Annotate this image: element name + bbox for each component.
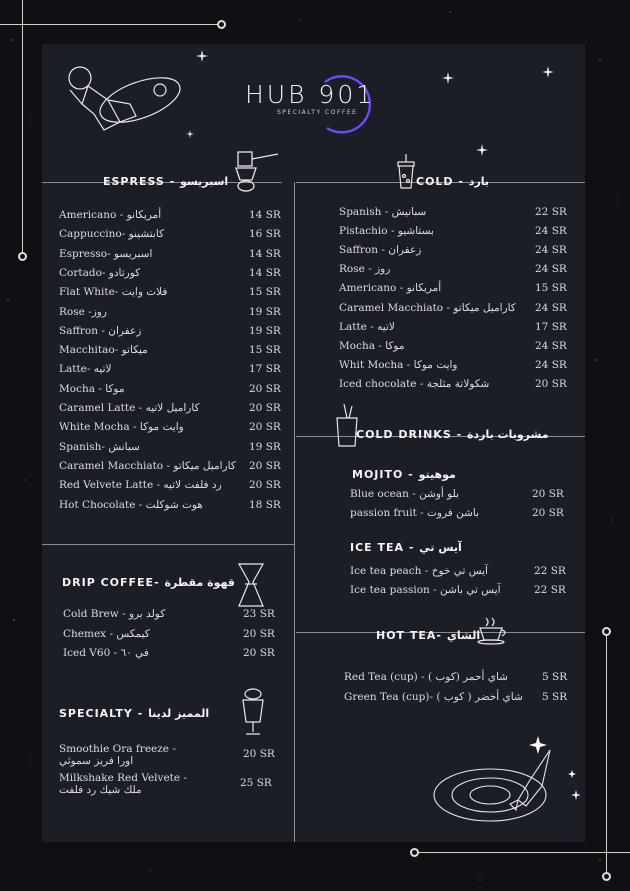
item-price: 22 SR (534, 584, 566, 596)
item-price: 16 SR (249, 228, 281, 241)
tea-cup-icon (476, 616, 510, 646)
cold-item-name: Saffron - زعفران (339, 244, 422, 257)
item-price: 17 SR (535, 320, 567, 333)
espresso-item-name: Macchitao- ميكاتو (59, 344, 148, 357)
cold-drinks-section-title: COLD DRINKS - مشروبات باردة (356, 428, 549, 441)
item-price: 24 SR (535, 301, 567, 314)
item-price: 22 SR (535, 206, 567, 218)
mojito-item-name: Blue ocean - بلو أوشن (350, 488, 460, 500)
item-price: 23 SR (243, 608, 275, 620)
cold-item-name: Iced chocolate - شكولاتة مثلجة (339, 377, 490, 390)
logo-title: HUB 901 (245, 80, 376, 109)
chemex-icon (236, 562, 266, 608)
item-price: 20 SR (249, 459, 281, 472)
drip-coffee-section-title: DRIP COFFEE- قهوة مقطرة (62, 576, 235, 589)
espresso-section-title: ESPRESS - اسبريسو (103, 175, 229, 188)
ice-tea-item-name: Ice tea passion - آيس تي باشن (350, 584, 501, 596)
item-price: 14 SR (249, 266, 281, 279)
cold-item-name: Caramel Macchiato - كاراميل ميكاتو (339, 301, 516, 314)
left-mid-rule (42, 544, 294, 545)
sparkle-icon (542, 66, 554, 78)
item-price: 14 SR (249, 209, 281, 221)
cold-section-title: COLD - بارد (416, 175, 490, 188)
right-vertical-rule (606, 632, 607, 877)
cold-item-name: Latte - لاتيه (339, 320, 395, 333)
right-rule-bottom-dot (602, 872, 611, 881)
item-price: 20 SR (532, 488, 564, 500)
item-price: 19 SR (249, 305, 281, 318)
item-price: 17 SR (249, 363, 281, 376)
iced-drink-cup-icon (396, 154, 416, 190)
top-rule-dot (217, 20, 226, 29)
espresso-item-name: Mocha - موكا (59, 382, 125, 395)
item-price: 19 SR (249, 440, 281, 453)
ice-tea-section-title: ICE TEA - آيس تي (350, 541, 462, 554)
cold-item-name: Mocha - موكا (339, 339, 405, 352)
espresso-item-name: White Mocha - وايت موكا (59, 421, 184, 434)
espresso-item-name: Red Velvete Latte - رد فلفت لاتيه (59, 479, 222, 492)
cold-item-name: Spanish - سبانيش (339, 206, 427, 218)
item-price: 24 SR (535, 225, 567, 238)
drip-coffee-item-name: Chemex - كيمكس (63, 627, 150, 640)
specialty-section-title: SPECIALTY - المميز لدينا (59, 707, 210, 720)
item-price: 20 SR (249, 479, 281, 492)
item-price: 15 SR (249, 286, 281, 299)
left-vertical-rule (22, 0, 23, 256)
item-price: 20 SR (243, 647, 275, 659)
sparkle-icon (442, 72, 454, 84)
item-price: 18 SR (249, 498, 281, 511)
item-price: 5 SR (542, 690, 568, 703)
rocket-galaxy-illustration (430, 730, 580, 835)
item-price: 20 SR (243, 627, 275, 640)
espresso-item-name: Cappuccino- كابتشينو (59, 228, 165, 241)
item-price: 24 SR (535, 263, 567, 276)
sparkle-icon (196, 50, 208, 62)
hot-tea-item-name: Green Tea (cup)- شاي أخضر ( كوب ) (344, 690, 523, 703)
specialty-item-arabic-name: ملك شيك رد فلفت (59, 784, 142, 796)
cold-item-name: Rose - روز (339, 263, 391, 276)
specialty-item-name: Smoothie Ora freeze - (59, 743, 176, 755)
item-price: 15 SR (249, 344, 281, 357)
sparkle-icon (476, 144, 488, 156)
espresso-item-name: Rose -روز (59, 305, 107, 318)
item-price: 25 SR (240, 777, 272, 789)
drip-coffee-item-name: Cold Brew - كولد برو (63, 608, 166, 620)
espresso-item-name: Spanish- سبانش (59, 440, 140, 453)
drip-coffee-item-name: Iced V60 - في ٦٠ (63, 647, 149, 659)
item-price: 20 SR (532, 507, 564, 519)
espresso-item-name: Caramel Macchiato - كاراميل ميكاتو (59, 459, 236, 472)
cold-item-name: Whit Mocha - وايت موكا (339, 358, 458, 371)
item-price: 24 SR (535, 339, 567, 352)
item-price: 24 SR (535, 244, 567, 257)
logo (245, 80, 380, 130)
ice-tea-item-name: Ice tea peach - آيس تي خوخ (350, 565, 488, 577)
item-price: 20 SR (243, 748, 275, 760)
item-price: 5 SR (542, 671, 568, 683)
item-price: 14 SR (249, 247, 281, 260)
left-rule-dot (18, 252, 27, 261)
bottom-rule (415, 852, 630, 853)
espresso-item-name: Cortado- كورتادو (59, 266, 141, 279)
item-price: 20 SR (249, 421, 281, 434)
top-left-rule (0, 24, 220, 25)
bottom-rule-dot (410, 848, 419, 857)
item-price: 19 SR (249, 324, 281, 337)
espresso-item-name: Flat White- فلات وايت (59, 286, 168, 299)
cold-drink-glass-icon (334, 404, 360, 448)
sparkle-icon (186, 130, 194, 138)
hot-tea-section-title: HOT TEA- الشاي (376, 629, 481, 642)
specialty-glass-icon (240, 688, 266, 738)
specialty-item-name: Milkshake Red Velvete - (59, 772, 187, 784)
cold-item-name: Americano - أمريكانو (339, 282, 442, 295)
espresso-item-name: Saffron - زعفران (59, 324, 142, 337)
mojito-section-title: MOJITO - موهيتو (352, 468, 456, 481)
item-price: 24 SR (535, 358, 567, 371)
espresso-item-name: Espresso- اسبريسو (59, 247, 153, 260)
astronaut-illustration (60, 60, 185, 145)
mojito-item-name: passion fruit - باشن فروت (350, 507, 480, 519)
hot-tea-item-name: Red Tea (cup) - شاي أحمر (كوب ) (344, 671, 508, 683)
grid-vertical-divider (294, 182, 295, 842)
cold-item-name: Pistachio - بستاشيو (339, 225, 434, 238)
right-rule-dot (602, 627, 611, 636)
espresso-item-name: Americano - أمريكانو (59, 209, 162, 221)
espresso-item-name: Latte- لاتيه (59, 363, 112, 376)
espresso-item-name: Hot Chocolate - هوت شوكلت (59, 498, 203, 511)
item-price: 20 SR (249, 402, 281, 414)
item-price: 20 SR (249, 382, 281, 395)
espresso-portafilter-icon (232, 150, 282, 194)
item-price: 22 SR (534, 565, 566, 577)
item-price: 20 SR (535, 377, 567, 390)
logo-subtitle: SPECIALTY COFFEE (277, 109, 358, 116)
specialty-item-arabic-name: اورا فريز سموثي (59, 755, 134, 767)
espresso-item-name: Caramel Latte - كاراميل لاتيه (59, 402, 200, 414)
item-price: 15 SR (535, 282, 567, 295)
